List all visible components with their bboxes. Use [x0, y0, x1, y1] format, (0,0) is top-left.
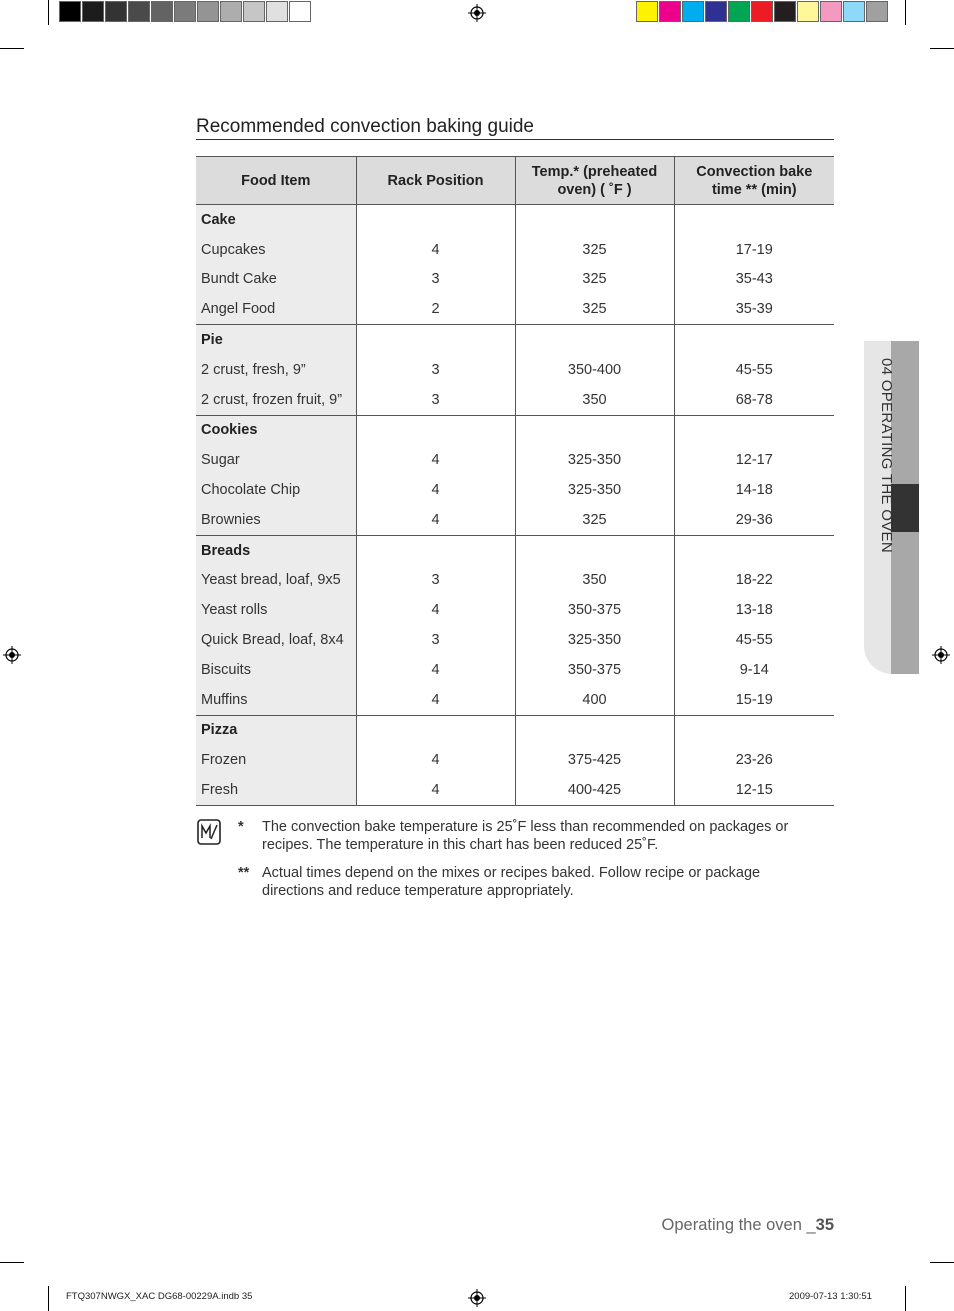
color-swatch	[636, 1, 658, 22]
table-row	[196, 655, 834, 685]
temperature-cell: 325-350	[515, 625, 674, 655]
temperature-cell: 350-375	[515, 655, 674, 685]
crop-mark	[0, 1262, 24, 1263]
registration-mark-icon	[468, 1289, 486, 1307]
table-row	[196, 265, 834, 295]
note-text: The convection bake temperature is 25˚F less than recommended on packages or recipes. The temperature in this chart has been reduced 25˚F.	[262, 819, 789, 853]
color-swatch	[682, 1, 704, 22]
color-swatch	[82, 1, 104, 22]
bake-time-cell: 13-18	[735, 602, 773, 619]
table-row	[196, 745, 834, 775]
food-item-cell: Frozen	[196, 745, 356, 775]
rack-position-cell: 4	[356, 775, 515, 805]
bake-time-cell: 68-78	[674, 385, 834, 415]
empty-cell	[674, 205, 834, 235]
temperature-cell: 350	[515, 385, 674, 415]
food-item-cell: Muffins	[196, 685, 356, 715]
bake-time-cell: 14-18	[735, 482, 773, 499]
bake-time-cell: 12-15	[674, 775, 834, 805]
food-item-cell: Angel Food	[196, 294, 356, 324]
color-swatch-bar	[636, 1, 889, 23]
table-row	[196, 566, 834, 596]
table-row	[196, 355, 834, 385]
color-swatch	[866, 1, 888, 22]
color-swatch	[243, 1, 265, 22]
empty-cell	[356, 415, 515, 445]
registration-mark-icon	[932, 646, 950, 664]
temperature-cell: 325	[515, 505, 674, 535]
temperature-cell: 325	[515, 294, 674, 324]
bake-time-cell: 29-36	[674, 505, 834, 535]
bake-time-cell: 35-39	[674, 294, 834, 324]
header-food-item: Food Item	[196, 157, 356, 205]
color-swatch	[266, 1, 288, 22]
page-footer	[662, 1216, 834, 1235]
food-item-cell: Quick Bread, loaf, 8x4	[196, 625, 356, 655]
color-swatch	[289, 1, 311, 22]
registration-mark-icon	[468, 4, 486, 22]
page-number: 35	[815, 1216, 834, 1234]
category-row	[196, 535, 834, 565]
note-marker: *	[238, 819, 244, 835]
food-item-cell: Cupcakes	[196, 235, 356, 265]
table-row	[196, 235, 834, 265]
header-temperature: Temp.* (preheated oven) ( ˚F )	[515, 157, 674, 205]
rack-position-cell: 3	[356, 625, 515, 655]
color-swatch	[105, 1, 127, 22]
color-swatch	[774, 1, 796, 22]
color-swatch	[843, 1, 865, 22]
crop-mark	[905, 0, 906, 25]
temperature-cell: 400-425	[515, 775, 674, 805]
color-swatch	[220, 1, 242, 22]
table-row	[196, 775, 834, 805]
bake-time-cell: 23-26	[735, 752, 773, 769]
rack-position-cell: 3	[356, 265, 515, 295]
empty-cell	[674, 715, 834, 745]
note-marker: **	[238, 865, 250, 881]
temperature-cell: 350-375	[515, 595, 674, 625]
table-row	[196, 625, 834, 655]
header-rack-position: Rack Position	[356, 157, 515, 205]
color-swatch	[197, 1, 219, 22]
color-swatch	[59, 1, 81, 22]
food-item-cell: Biscuits	[196, 655, 356, 685]
category-row	[196, 715, 834, 745]
empty-cell	[356, 205, 515, 235]
bake-time-cell: 45-55	[735, 632, 773, 649]
food-item-cell: 2 crust, fresh, 9”	[196, 355, 356, 385]
color-swatch	[797, 1, 819, 22]
category-row	[196, 325, 834, 355]
empty-cell	[674, 415, 834, 445]
crop-mark	[930, 1262, 954, 1263]
header-bake-time: Convection bake time ** (min)	[674, 157, 834, 205]
crop-mark	[48, 1286, 49, 1311]
footer-label: Operating the oven _	[661, 1216, 816, 1234]
table-row	[196, 475, 834, 505]
crop-mark	[930, 48, 954, 49]
category-label: Cake	[196, 205, 356, 235]
crop-mark	[905, 1286, 906, 1311]
note-pencil-icon	[197, 819, 221, 845]
color-swatch	[151, 1, 173, 22]
food-item-cell: Bundt Cake	[196, 265, 356, 295]
bake-time-cell: 18-22	[735, 572, 773, 589]
bake-time-cell: 17-19	[735, 241, 773, 258]
print-slug-file: FTQ307NWGX_XAC DG68-00229A.indb 35	[66, 1291, 253, 1302]
temperature-cell: 325	[515, 235, 674, 265]
rack-position-cell: 4	[356, 475, 515, 505]
empty-cell	[515, 205, 674, 235]
temperature-cell: 400	[515, 685, 674, 715]
color-swatch	[705, 1, 727, 22]
empty-cell	[515, 535, 674, 565]
category-label: Pizza	[196, 715, 356, 745]
empty-cell	[356, 535, 515, 565]
temperature-cell: 325	[515, 265, 674, 295]
crop-mark	[48, 0, 49, 25]
note-text: Actual times depend on the mixes or recipes baked. Follow recipe or package directions and reduce temperature appropriately.	[262, 865, 761, 899]
registration-mark-icon	[3, 646, 21, 664]
empty-cell	[674, 325, 834, 355]
rack-position-cell: 4	[356, 505, 515, 535]
table-row	[196, 595, 834, 625]
category-row	[196, 205, 834, 235]
bake-time-cell: 45-55	[735, 361, 773, 378]
color-swatch	[174, 1, 196, 22]
bake-time-cell: 15-19	[674, 685, 834, 715]
crop-mark	[0, 48, 24, 49]
grayscale-swatch-bar	[59, 1, 312, 23]
baking-guide-table	[196, 156, 834, 806]
empty-cell	[674, 535, 834, 565]
food-item-cell: Brownies	[196, 505, 356, 535]
empty-cell	[515, 715, 674, 745]
category-label: Breads	[196, 535, 356, 565]
rack-position-cell: 3	[356, 355, 515, 385]
color-swatch	[128, 1, 150, 22]
bake-time-cell: 35-43	[735, 271, 773, 288]
temperature-cell: 325-350	[515, 475, 674, 505]
food-item-cell: 2 crust, frozen fruit, 9”	[196, 385, 356, 415]
rack-position-cell: 4	[356, 745, 515, 775]
table-row	[196, 505, 834, 535]
temperature-cell: 350	[515, 566, 674, 596]
rack-position-cell: 4	[356, 445, 515, 475]
section-title: Recommended convection baking guide	[196, 116, 534, 137]
title-divider	[196, 139, 834, 140]
table-body	[196, 205, 834, 806]
table-row	[196, 445, 834, 475]
empty-cell	[356, 715, 515, 745]
food-item-cell: Chocolate Chip	[196, 475, 356, 505]
rack-position-cell: 3	[356, 566, 515, 596]
table-row	[196, 685, 834, 715]
category-row	[196, 415, 834, 445]
color-swatch	[728, 1, 750, 22]
rack-position-cell: 4	[356, 235, 515, 265]
table-row	[196, 385, 834, 415]
empty-cell	[515, 325, 674, 355]
table-header-row	[196, 157, 834, 205]
note-item	[238, 864, 822, 900]
rack-position-cell: 4	[356, 595, 515, 625]
table-row	[196, 294, 834, 324]
color-swatch	[751, 1, 773, 22]
category-label: Pie	[196, 325, 356, 355]
bake-time-cell: 12-17	[735, 452, 773, 469]
food-item-cell: Sugar	[196, 445, 356, 475]
temperature-cell: 375-425	[515, 745, 674, 775]
food-item-cell: Yeast bread, loaf, 9x5	[196, 566, 356, 596]
empty-cell	[356, 325, 515, 355]
category-label: Cookies	[196, 415, 356, 445]
color-swatch	[659, 1, 681, 22]
temperature-cell: 350-400	[515, 355, 674, 385]
chapter-tab-label: 04 OPERATING THE OVEN	[878, 358, 895, 553]
empty-cell	[515, 415, 674, 445]
print-slug-date: 2009-07-13 1:30:51	[789, 1291, 872, 1302]
chapter-tab-marker	[891, 484, 919, 532]
rack-position-cell: 4	[356, 685, 515, 715]
food-item-cell: Yeast rolls	[196, 595, 356, 625]
color-swatch	[820, 1, 842, 22]
rack-position-cell: 4	[356, 655, 515, 685]
rack-position-cell: 2	[356, 294, 515, 324]
note-item	[238, 818, 822, 854]
temperature-cell: 325-350	[515, 445, 674, 475]
food-item-cell: Fresh	[196, 775, 356, 805]
rack-position-cell: 3	[356, 385, 515, 415]
bake-time-cell: 9-14	[739, 661, 769, 678]
